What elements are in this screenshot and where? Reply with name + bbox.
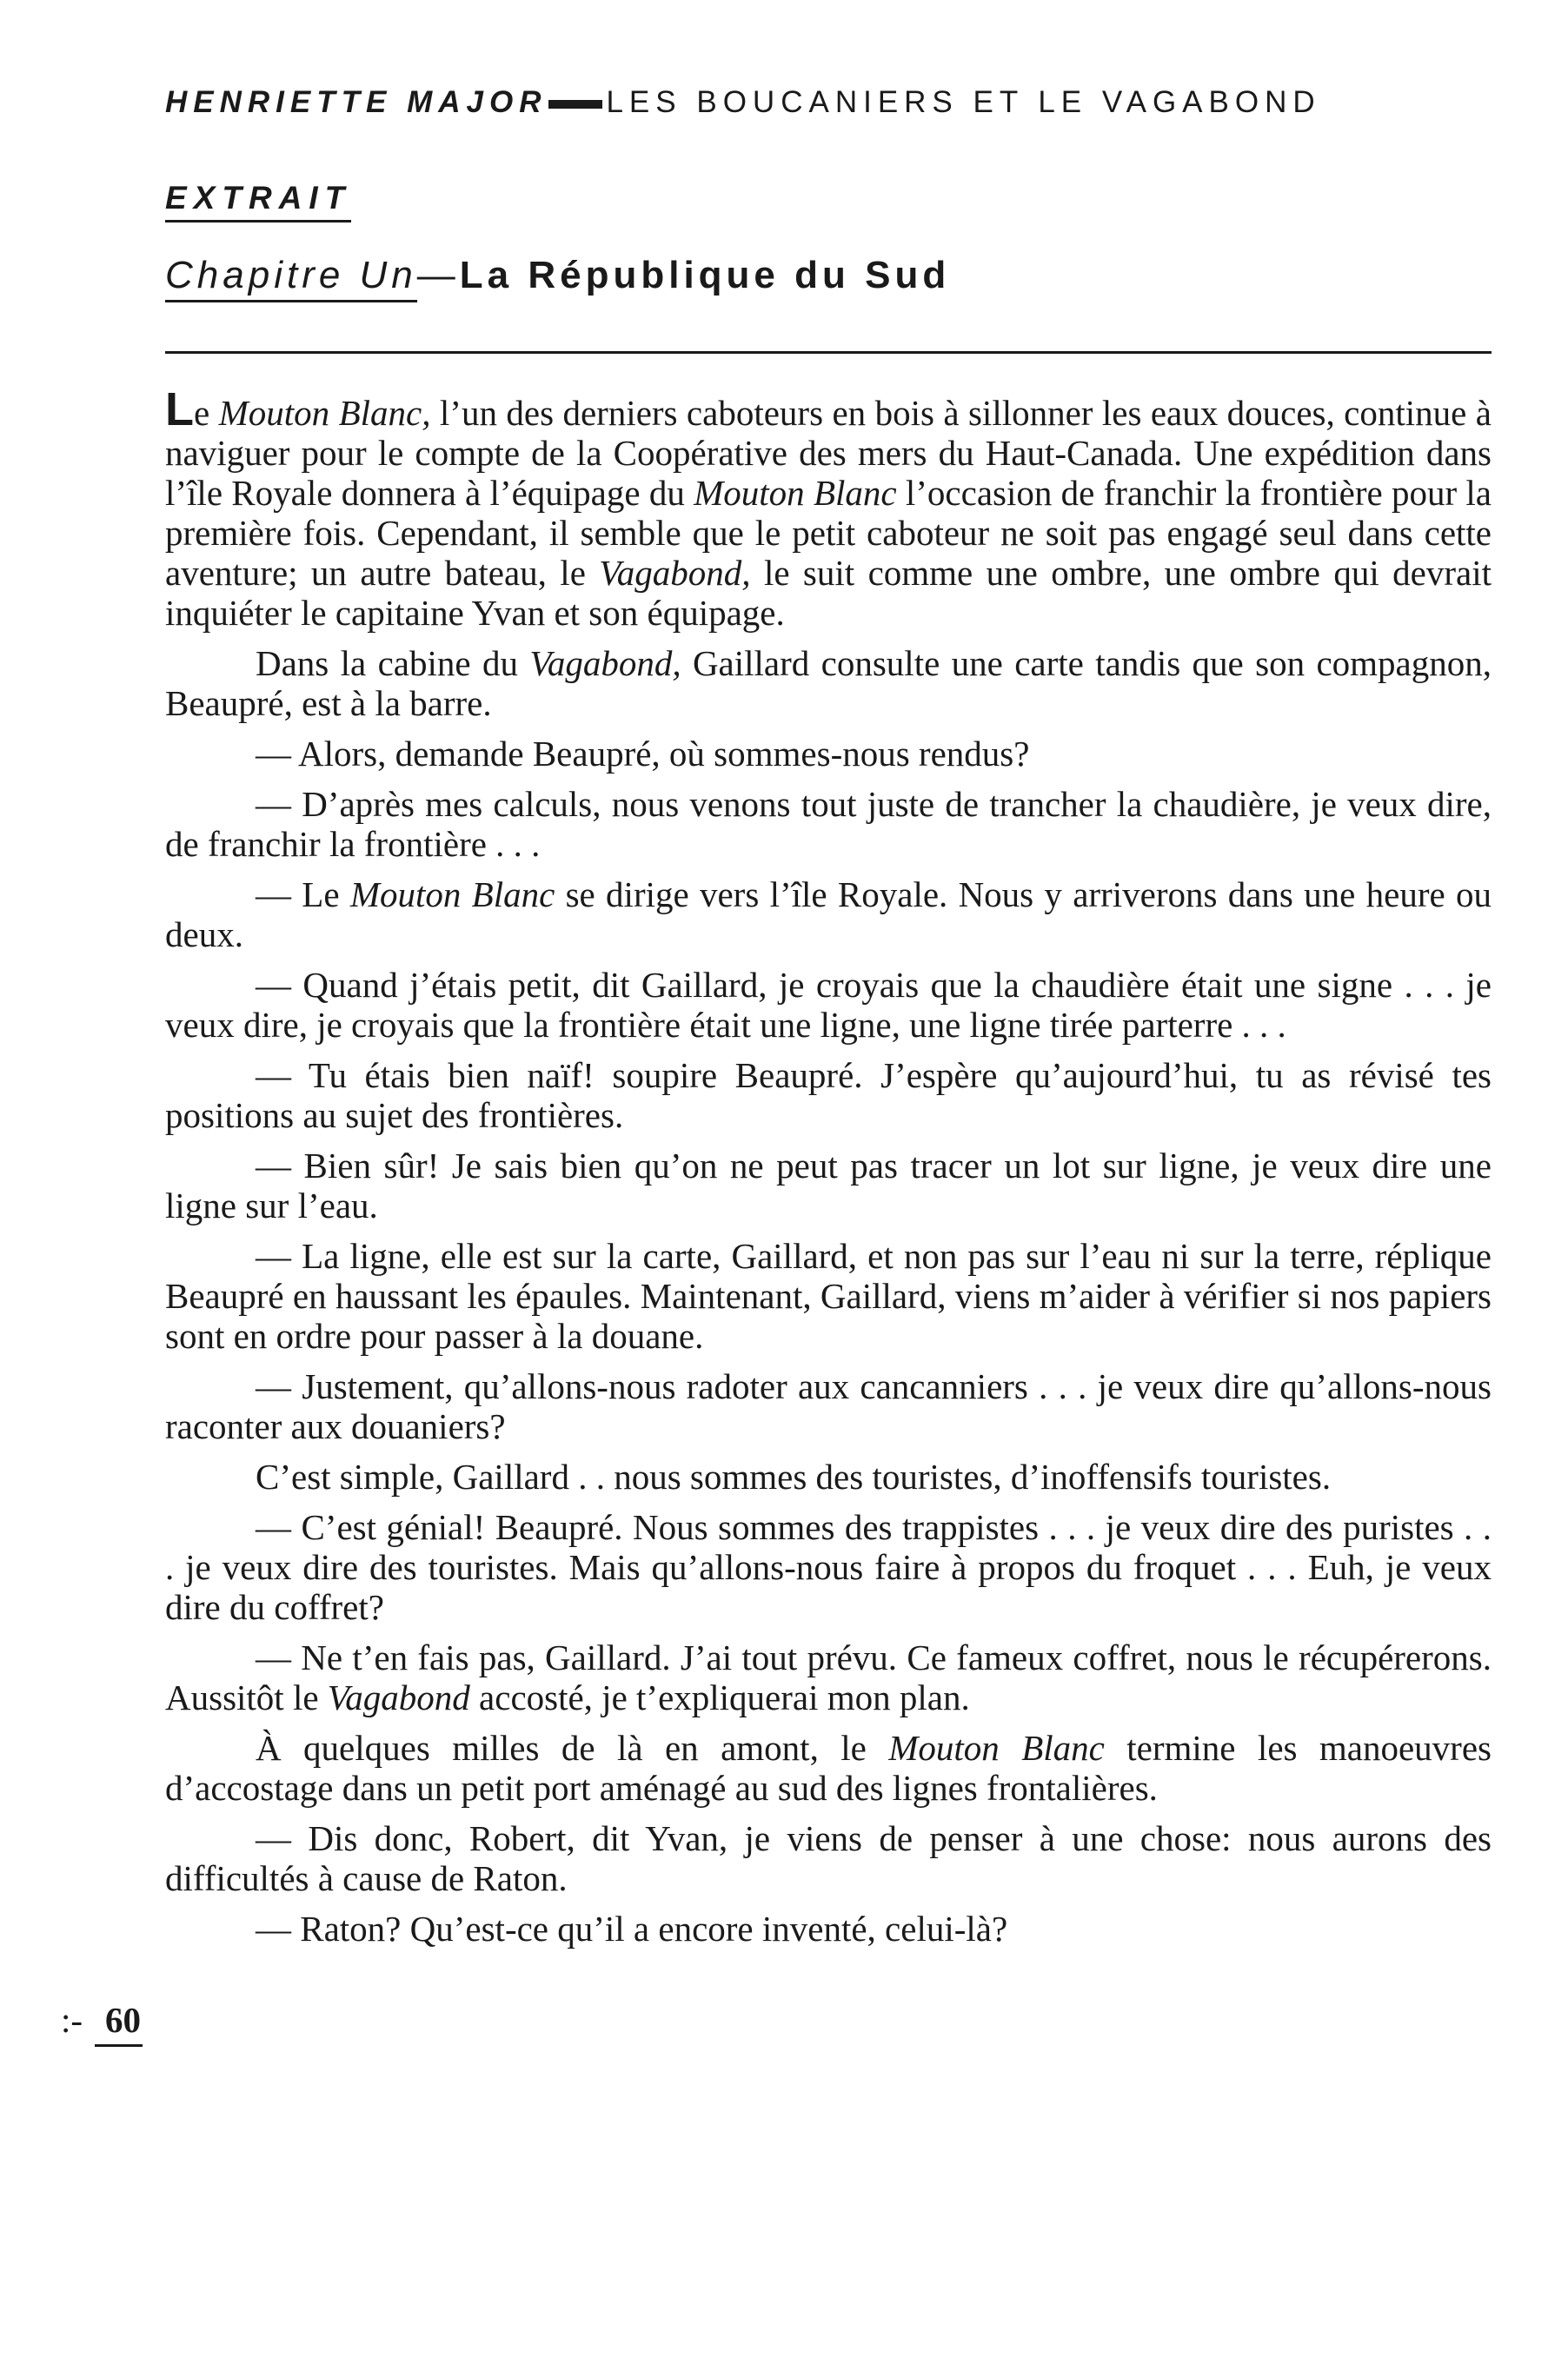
body-paragraph: [165, 1366, 1492, 1446]
text-run: termine les manoeuvres d’accostage dans un petit port aménagé au sud des lignes frontalières.: [165, 1728, 1492, 1808]
body-paragraph: [165, 1909, 1492, 1949]
body-paragraph: [165, 784, 1492, 864]
chapter-title: La République du Sud: [459, 254, 951, 296]
text-run: Dans la cabine du: [256, 643, 530, 683]
section-label: EXTRAIT: [165, 180, 351, 223]
body-paragraph: [165, 734, 1492, 774]
body-paragraph: [165, 643, 1492, 723]
body-paragraph: [165, 383, 1492, 633]
text-run: — Tu étais bien naïf! soupire Beaupré. J’espère qu’aujourd’hui, tu as révisé tes positions au sujet des frontières.: [165, 1055, 1492, 1135]
text-run: — Quand j’étais petit, dit Gaillard, je croyais que la chaudière était une signe . . . je veux dire, je croyais que la frontière était une ligne, une ligne tirée parterre . . .: [165, 965, 1492, 1045]
body-text: [165, 383, 1492, 1959]
text-run: À quelques milles de là en amont, le: [256, 1728, 889, 1768]
text-run: l’un des derniers caboteurs en bois à sillonner les eaux douces, continue à naviguer pour le compte de la Coopérative des mers du Haut-Canada. Une expédition dans l’île Royale donnera à l’équipage du: [165, 393, 1492, 513]
page-margin-mark: :-: [61, 2000, 83, 2040]
text-run: accosté, je t’expliquerai mon plan.: [469, 1677, 970, 1717]
chapter-dash: —: [416, 254, 460, 296]
text-run: Gaillard consulte une carte tandis que son compagnon, Beaupré, est à la barre.: [165, 643, 1492, 723]
text-run: — Bien sûr! Je sais bien qu’on ne peut pas tracer un lot sur ligne, je veux dire une ligne sur l’eau.: [165, 1146, 1492, 1225]
body-paragraph: [165, 1055, 1492, 1135]
page-number-value: 60: [95, 1999, 143, 2047]
book-title: LES BOUCANIERS ET LE VAGABOND: [606, 85, 1321, 119]
text-run: le suit comme une ombre, une ombre qui devrait inquiéter le capitaine Yvan et son équipage.: [165, 553, 1492, 633]
chapter-label: Chapitre Un: [165, 254, 417, 302]
text-run: — Ne t’en fais pas, Gaillard. J’ai tout prévu. Ce fameux coffret, nous le récupérerons. Aussitôt le: [165, 1637, 1492, 1717]
text-run: — Le: [256, 874, 350, 914]
author-name: HENRIETTE MAJOR: [165, 85, 548, 119]
running-header: [165, 85, 1321, 120]
italic-text: Mouton Blanc: [694, 473, 897, 513]
text-run: — Justement, qu’allons-nous radoter aux cancanniers . . . je veux dire qu’allons-nous raconter aux douaniers?: [165, 1366, 1492, 1446]
body-paragraph: [165, 1146, 1492, 1225]
text-run: — C’est génial! Beaupré. Nous sommes des trappistes . . . je veux dire des puristes . . . je veux dire des touristes. Mais qu’allons-nous faire à propos du froquet . . . Euh, je veux dire du coffret?: [165, 1507, 1492, 1627]
drop-cap: L: [165, 383, 194, 435]
text-run: e: [194, 393, 219, 433]
body-paragraph: [165, 965, 1492, 1045]
text-run: — Raton? Qu’est-ce qu’il a encore inventé, celui-là?: [256, 1909, 1008, 1949]
heading-rule: [165, 351, 1492, 354]
text-run: — D’après mes calculs, nous venons tout juste de trancher la chaudière, je veux dire, de franchir la frontière . . .: [165, 784, 1492, 864]
text-run: — Alors, demande Beaupré, où sommes-nous rendus?: [256, 734, 1030, 774]
italic-text: Vagabond: [327, 1677, 470, 1717]
text-run: — La ligne, elle est sur la carte, Gaillard, et non pas sur l’eau ni sur la terre, réplique Beaupré en haussant les épaules. Maintenant, Gaillard, viens m’aider à vérifier si nos papiers sont en ordre pour passer à la douane.: [165, 1236, 1492, 1356]
body-paragraph: [165, 1236, 1492, 1356]
chapter-heading: [165, 254, 950, 297]
italic-text: Vagabond,: [529, 643, 681, 683]
text-run: l’occasion de franchir la frontière pour la première fois. Cependant, il semble que le petit caboteur ne soit pas engagé seul dans cette aventure; un autre bateau, le: [165, 473, 1492, 593]
body-paragraph: [165, 1818, 1492, 1898]
page-number: [61, 1999, 143, 2047]
italic-text: Mouton Blanc: [349, 874, 555, 914]
body-paragraph: [165, 1637, 1492, 1717]
italic-text: Mouton Blanc: [888, 1728, 1105, 1768]
italic-text: Mouton Blanc,: [218, 393, 431, 433]
text-run: — Dis donc, Robert, dit Yvan, je viens de penser à une chose: nous aurons des difficultés à cause de Raton.: [165, 1818, 1492, 1898]
body-paragraph: [165, 1507, 1492, 1627]
italic-text: Vagabond,: [599, 553, 751, 593]
body-paragraph: [165, 1457, 1492, 1497]
text-run: C’est simple, Gaillard . . nous sommes des touristes, d’inoffensifs touristes.: [256, 1457, 1332, 1497]
header-separator: [548, 100, 602, 109]
body-paragraph: [165, 1728, 1492, 1808]
body-paragraph: [165, 874, 1492, 954]
text-run: se dirige vers l’île Royale. Nous y arriverons dans une heure ou deux.: [165, 874, 1492, 954]
